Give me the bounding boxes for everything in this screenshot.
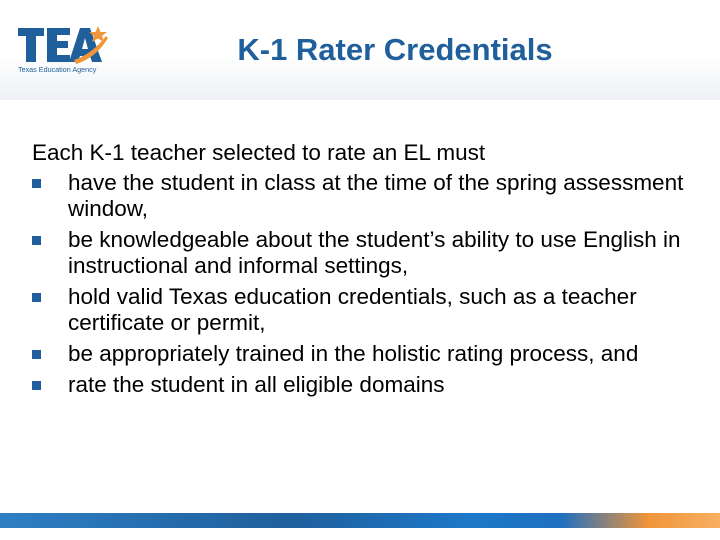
intro-text: Each K-1 teacher selected to rate an EL must — [32, 140, 486, 165]
bullet-text: hold valid Texas education credentials, such as a teacher certificate or permit, — [68, 284, 637, 335]
bullet-text: be knowledgeable about the student’s ability to use English in instructional and informal settings, — [68, 227, 681, 278]
slide-body — [32, 140, 702, 403]
tea-logo-icon — [14, 18, 114, 78]
bullet-text: be appropriately trained in the holistic rating process, and — [68, 341, 639, 366]
bullet-list — [32, 170, 702, 398]
logo-subtitle: Texas Education Agency — [18, 65, 97, 74]
list-item — [32, 372, 702, 398]
tea-logo — [14, 18, 114, 78]
slide-title: K-1 Rater Credentials — [237, 32, 553, 67]
bullet-text: have the student in class at the time of the spring assessment window, — [68, 170, 684, 221]
square-bullet-icon — [32, 293, 41, 302]
square-bullet-icon — [32, 236, 41, 245]
bullet-text: rate the student in all eligible domains — [68, 372, 445, 397]
square-bullet-icon — [32, 350, 41, 359]
square-bullet-icon — [32, 381, 41, 390]
list-item — [32, 227, 702, 279]
footer-gradient-bar — [0, 513, 720, 528]
list-item — [32, 341, 702, 367]
square-bullet-icon — [32, 179, 41, 188]
list-item — [32, 284, 702, 336]
slide-header — [0, 0, 720, 100]
list-item — [32, 170, 702, 222]
